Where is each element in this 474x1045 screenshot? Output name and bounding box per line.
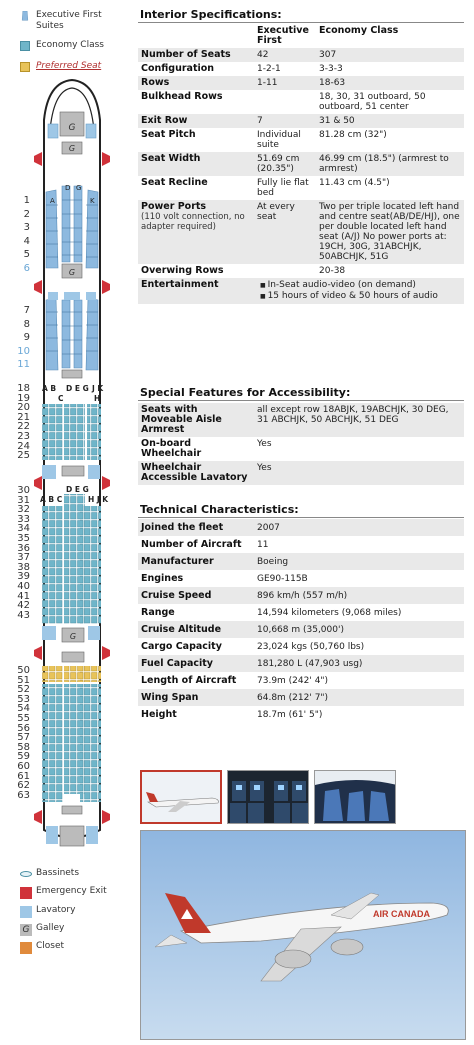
technical-title: Technical Characteristics:	[140, 503, 299, 516]
aircraft-exterior-thumb[interactable]	[140, 770, 222, 824]
table-row	[138, 519, 464, 536]
spec-value: 896 km/h (557 m/h)	[254, 587, 464, 604]
spec-label: Range	[141, 606, 175, 618]
svg-text:D E G: D E G	[66, 485, 89, 494]
spec-label: Fuel Capacity	[138, 655, 254, 672]
row-number: 30	[17, 485, 30, 496]
spec-value: 2007	[254, 519, 464, 536]
galley-label: G	[68, 123, 76, 133]
table-header-row	[138, 24, 464, 48]
row-number: 53	[17, 693, 30, 705]
spec-value-economy: 11.43 cm (4.5")	[319, 178, 390, 188]
spec-value: 14,594 kilometers (9,068 miles)	[257, 607, 402, 618]
table-row	[138, 621, 464, 638]
row-number: 62	[17, 780, 30, 792]
spec-value-first: 1-11	[254, 76, 316, 90]
spec-value-first	[254, 264, 316, 278]
row-number: 2	[23, 208, 30, 220]
table-row	[138, 553, 464, 570]
spec-value: Yes	[257, 439, 272, 449]
economy-block-right	[87, 404, 101, 460]
spec-label: Rows	[138, 76, 254, 90]
spec-value-economy: 18-63	[316, 76, 464, 90]
spec-value: 64.8m (212' 7")	[254, 689, 464, 706]
svg-text:C: C	[58, 394, 64, 403]
spec-value-economy: Two per triple located left hand and centre seat(AB/DE/HJ), one per double located left hand seat (A/J) No power ports at: 19CH, 30G, 31ABCHJK, 50ABCHJK, 51G	[316, 200, 464, 264]
entertainment-item: ■ In-Seat audio-video (on demand)	[260, 280, 416, 290]
economy-block-center	[64, 404, 85, 460]
spec-label: Seats with Moveable Aisle Armrest	[138, 403, 254, 437]
row-number: 52	[17, 684, 30, 696]
row-number: 39	[17, 571, 30, 583]
row-number: 51	[17, 674, 30, 686]
row-number: 58	[17, 741, 30, 753]
svg-text:G: G	[68, 268, 76, 277]
spec-value: 73.9m (242' 4")	[257, 675, 329, 686]
spec-value-first: Individual suite	[257, 130, 301, 150]
row-number: 59	[17, 751, 30, 763]
row-number: 23	[17, 431, 30, 442]
spec-value-economy: 3-3-3	[319, 64, 343, 74]
spec-value: 18.7m (61' 5")	[257, 709, 323, 720]
spec-value-economy: 31 & 50	[316, 114, 464, 128]
svg-text:D: D	[65, 184, 71, 192]
row-number: 57	[17, 732, 30, 744]
spec-value-economy: 20-38	[319, 266, 346, 276]
table-row	[138, 689, 464, 706]
table-row	[138, 114, 464, 128]
spec-value-first: 7	[254, 114, 316, 128]
closet-icon	[20, 942, 32, 954]
table-row	[138, 604, 464, 621]
spec-value: GE90-115B	[257, 573, 308, 584]
row-number: 1	[23, 195, 30, 206]
bullet-icon: ■	[260, 282, 268, 289]
spec-value-first: 42	[254, 48, 316, 62]
spec-value-economy	[254, 278, 464, 304]
table-row	[138, 152, 464, 176]
table-row	[138, 200, 464, 264]
economy-block-left	[42, 404, 63, 460]
row-number: 56	[17, 722, 30, 734]
column-header-first: Executive First	[257, 25, 309, 46]
accessibility-title: Special Features for Accessibility:	[140, 386, 351, 399]
table-row	[138, 655, 464, 672]
spec-label: Power Ports (110 volt connection, no adapter required)	[138, 200, 254, 264]
spec-value-economy: 46.99 cm (18.5") (armrest to armrest)	[316, 152, 464, 176]
row-number: 7	[23, 305, 30, 316]
preferred-seats-left	[42, 666, 63, 682]
row-number: 61	[17, 770, 30, 782]
spec-value: Yes	[254, 461, 464, 485]
table-row	[138, 437, 464, 461]
row-number: 42	[17, 600, 30, 612]
emergency-exit-icon	[20, 887, 32, 899]
spec-value: 11	[257, 539, 269, 550]
row-number: 5	[23, 249, 30, 260]
interior-specs-table	[138, 24, 464, 304]
spec-label: Bulkhead Rows	[141, 91, 223, 102]
row-number: 43	[17, 609, 30, 621]
spec-label: Wheelchair Accessible Lavatory	[138, 461, 254, 485]
row-number: 10	[17, 345, 30, 357]
seat-letter-a: A	[50, 197, 55, 205]
row-number: 4	[23, 235, 30, 247]
spec-value: Boeing	[254, 553, 464, 570]
row-number: 41	[17, 590, 30, 602]
accessibility-table	[138, 403, 464, 485]
spec-label: Joined the fleet	[138, 519, 254, 536]
spec-value-first: Fully lie flat bed	[257, 178, 309, 198]
svg-text:G: G	[69, 632, 77, 641]
spec-label: Number of Seats	[138, 48, 254, 62]
row-number: 38	[17, 561, 30, 573]
row-number: 20	[17, 402, 30, 414]
row-number: 9	[23, 332, 30, 343]
spec-value: 23,024 kgs (50,760 lbs)	[257, 641, 365, 652]
table-row	[138, 48, 464, 62]
legend-label: Economy Class	[36, 40, 104, 50]
spec-label: Length of Aircraft	[141, 674, 237, 686]
first-suite-thumb[interactable]	[314, 770, 396, 824]
spec-label: Seat Pitch	[141, 129, 196, 140]
table-row	[138, 403, 464, 437]
preferred-seat-link[interactable]: Preferred Seat	[36, 61, 102, 71]
lavatory-icon	[20, 906, 32, 918]
legend-label: Executive First Suites	[36, 10, 102, 31]
row-number: 11	[17, 359, 30, 370]
row-number: 25	[17, 450, 30, 462]
spec-label: Manufacturer	[138, 553, 254, 570]
spec-label: Configuration	[141, 63, 215, 74]
entertainment-item: ■ 15 hours of video & 50 hours of audio	[260, 291, 438, 301]
row-number: 32	[17, 504, 30, 516]
spec-label: Seat Width	[138, 152, 254, 176]
spec-value-economy: 307	[316, 48, 464, 62]
row-number: 63	[17, 789, 30, 801]
spec-value-first: 1-2-1	[257, 64, 281, 74]
table-row	[138, 587, 464, 604]
table-row	[138, 461, 464, 485]
spec-label: Number of Aircraft	[141, 538, 242, 550]
row-number: 21	[17, 411, 30, 423]
svg-text:A B: A B	[42, 384, 57, 393]
spec-label: Overwing Rows	[141, 265, 224, 276]
svg-text:H: H	[94, 394, 101, 403]
bullet-icon: ■	[260, 293, 268, 300]
spec-value: 10,668 m (35,000')	[254, 621, 464, 638]
preferred-seats-right	[80, 666, 101, 682]
interior-specs-title: Interior Specifications:	[140, 8, 282, 21]
spec-value-economy: 18, 30, 31 outboard, 50 outboard, 51 center	[319, 92, 426, 112]
table-row	[138, 176, 464, 200]
spec-label: Cargo Capacity	[141, 640, 222, 652]
svg-text:G: G	[76, 184, 82, 192]
spec-label: Wing Span	[138, 689, 254, 706]
aircraft-photo	[140, 830, 466, 1040]
table-row	[138, 62, 464, 76]
row-number: 18	[17, 383, 30, 394]
spec-value-first: 51.69 cm (20.35")	[254, 152, 316, 176]
row-number: 6	[23, 262, 30, 274]
row-number: 35	[17, 533, 30, 544]
svg-text:H J K: H J K	[88, 495, 109, 504]
spec-value: all except row 18ABJK, 19ABCHJK, 30 DEG, 31 ABCHJK, 50 ABCHJK, 51 DEG	[254, 403, 464, 437]
row-number: 24	[17, 440, 30, 452]
row-number: 31	[17, 494, 30, 506]
row-number: 19	[17, 392, 30, 404]
svg-text:J K: J K	[92, 384, 104, 393]
row-number: 8	[23, 318, 30, 330]
seat-letter-k: K	[90, 197, 95, 205]
table-row	[138, 128, 464, 152]
svg-text:A B C: A B C	[40, 495, 63, 504]
table-row	[138, 76, 464, 90]
spec-value: 181,280 L (47,903 usg)	[254, 655, 464, 672]
row-number: 54	[17, 703, 30, 715]
table-row	[138, 570, 464, 587]
spec-value-first	[254, 90, 316, 114]
seat-map-panel: Executive First Suites Economy Class Preferred Seat G G A D G K G A B D E G J K C H D E G A B C H J K G 1 2 3 4 5 6 7 8 9 10 11 18 19 20 21 22 23 24 25 30 31 32 33 34 35 36 37 38 39 40 41 42 43 50 51 52 53 54 55 56 57 58 59 60 61 62 63 Bassinets Emergency Exit Lavatory G Galley Closet	[0, 0, 134, 1045]
row-number: 50	[17, 665, 30, 676]
spec-label: Entertainment	[138, 278, 254, 304]
technical-table	[138, 519, 464, 723]
svg-text:G: G	[68, 144, 76, 153]
row-number: 22	[17, 421, 30, 433]
spec-label: Seat Recline	[141, 177, 208, 188]
table-row	[138, 90, 464, 114]
spec-label: Height	[141, 708, 177, 720]
row-number: 34	[17, 523, 30, 535]
spec-label: On-board Wheelchair	[141, 438, 202, 459]
column-header-economy: Economy Class	[319, 25, 399, 36]
row-number: 55	[17, 713, 30, 724]
spec-label: Cruise Altitude	[138, 621, 254, 638]
spec-value-first: At every seat	[254, 200, 316, 264]
spec-label: Cruise Speed	[138, 587, 254, 604]
table-row	[138, 536, 464, 553]
economy-cabin-thumb[interactable]	[227, 770, 309, 824]
table-row	[138, 278, 464, 304]
row-number: 33	[17, 513, 30, 525]
spec-value-economy: 81.28 cm (32")	[319, 130, 387, 140]
galley-icon: G	[20, 924, 32, 936]
svg-text:D E G: D E G	[66, 384, 89, 393]
table-row	[138, 706, 464, 723]
row-number: 60	[17, 761, 30, 772]
row-number: 40	[17, 581, 30, 592]
spec-label: Engines	[141, 572, 184, 584]
table-row	[138, 672, 464, 689]
row-number: 36	[17, 542, 30, 554]
row-number: 3	[23, 222, 30, 233]
table-row	[138, 638, 464, 655]
bassinet-icon	[20, 871, 32, 877]
spec-label: Exit Row	[138, 114, 254, 128]
table-row	[138, 264, 464, 278]
row-number: 37	[17, 552, 30, 564]
livery-text: AIR CANADA	[373, 909, 430, 919]
